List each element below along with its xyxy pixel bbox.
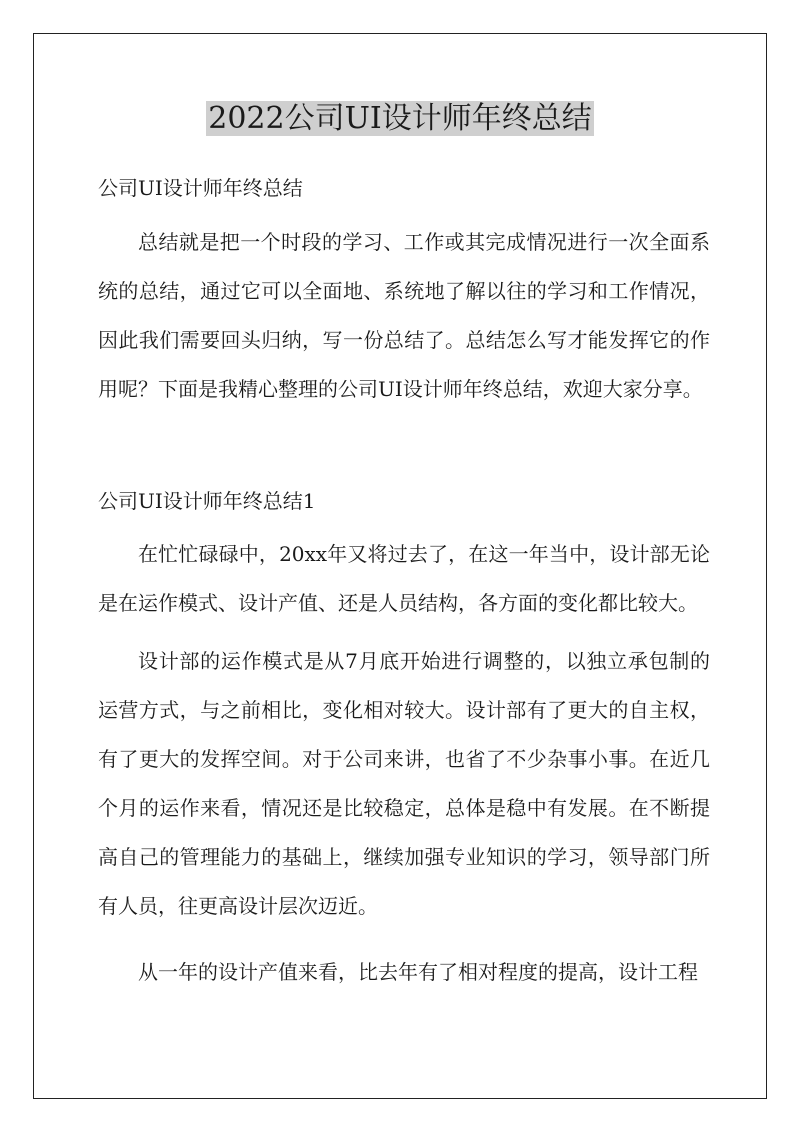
section-heading: 公司UI设计师年终总结1 xyxy=(98,489,316,513)
body-paragraph-1: 在忙忙碌碌中，20xx年又将过去了，在这一年当中，设计部无论是在运作模式、设计产值、还是人员结构，各方面的变化都比较大。 xyxy=(98,542,710,615)
document-title xyxy=(0,97,800,141)
body-paragraph-2: 设计部的运作模式是从7月底开始进行调整的，以独立承包制的运营方式，与之前相比，变化相对较大。设计部有了更大的自主权，有了更大的发挥空间。对于公司来讲，也省了不少杂事小事。在近几个月的运作来看，情况还是比较稳定，总体是稳中有发展。在不断提高自己的管理能力的基础上，继续加强专业知识的学习，领导部门所有人员，往更高设计层次迈近。 xyxy=(98,649,710,918)
body-paragraph-3: 从一年的设计产值来看，比去年有了相对程度的提高，设计工程 xyxy=(138,960,698,984)
document-title-text: 2022公司UI设计师年终总结 xyxy=(208,101,592,136)
document-subtitle: 公司UI设计师年终总结 xyxy=(98,176,303,200)
intro-paragraph: 总结就是把一个时段的学习、工作或其完成情况进行一次全面系统的总结，通过它可以全面地、系统地了解以往的学习和工作情况，因此我们需要回头归纳，写一份总结了。总结怎么写才能发挥它的作用呢？下面是我精心整理的公司UI设计师年终总结，欢迎大家分享。 xyxy=(98,230,710,401)
